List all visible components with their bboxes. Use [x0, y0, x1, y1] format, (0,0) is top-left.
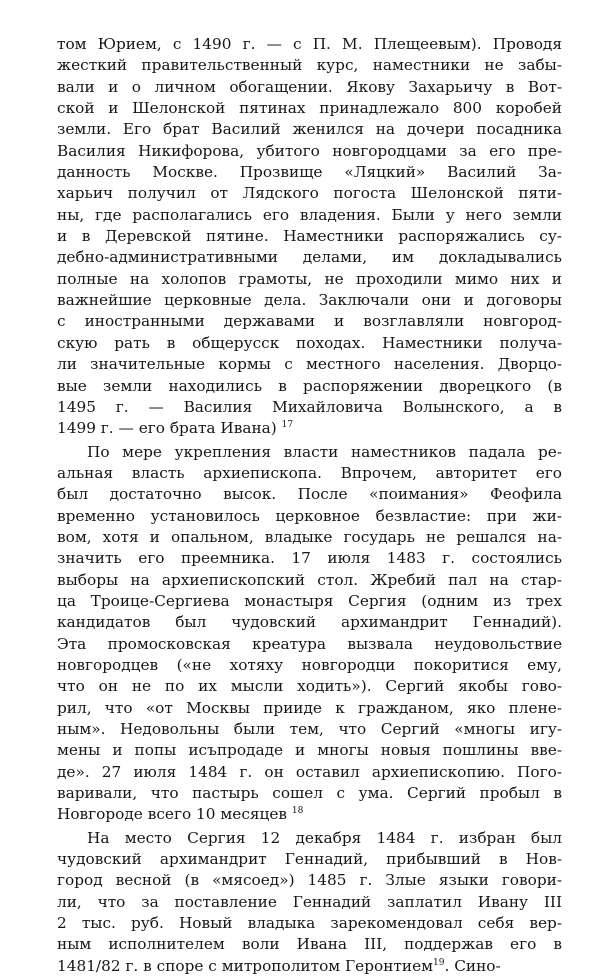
text-line: выборы на архиепископский стол. Жребий пал на стар-	[57, 570, 562, 589]
text-line: что он не по их мысли ходить»). Сергий якобы гово-	[57, 677, 562, 696]
text-line: город весной (в «мясоед») 1485 г. Злые языки говори-	[57, 871, 562, 890]
text-line: харьич получил от Лядского погоста Шелонской пяти-	[57, 184, 562, 203]
footnote-ref-18[interactable]: 18	[291, 806, 304, 817]
text-line: важнейшие церковные дела. Заключали они и договоры	[57, 291, 562, 310]
text-line: рил, что «от Москвы прииде к гражданом, яко плене-	[57, 698, 562, 717]
text-line: ным исполнителем воли Ивана III, поддержав его в	[57, 935, 562, 954]
text-line-content: 1499 г. — его брата Ивана)	[57, 419, 277, 438]
text-line: с иностранными державами и возглавляли новгород-	[57, 312, 562, 331]
text-line: ца Троице-Сергиева монастыря Сергия (одним из трех	[57, 591, 562, 610]
text-line: 1495 г. — Василия Михайловича Волынского, а в	[57, 397, 562, 416]
text-line: новгородцев («не хотяху новгородци покоритися ему,	[57, 655, 562, 674]
text-line: полные на холопов грамоты, не проходили мимо них и	[57, 269, 562, 288]
text-line: ли, что за поставление Геннадий заплатил Ивану III	[57, 892, 562, 911]
paragraph-arkhiepiskop	[57, 442, 562, 826]
text-line: На место Сергия 12 декабря 1484 г. избран был	[87, 828, 562, 847]
text-line: кандидатов был чудовский архимандрит Геннадий).	[57, 613, 562, 632]
text-line: и в Деревской пятине. Наместники распоряжались су-	[57, 227, 562, 246]
text-line: земли. Его брат Василий женился на дочери посадника	[57, 120, 562, 139]
text-line-tail: . Сино-	[444, 956, 501, 975]
text-line: вые земли находились в распоряжении дворецкого (в	[57, 376, 562, 395]
text-line: вом, хотя и опальном, владыке государь не решался на-	[57, 527, 562, 546]
text-line: чудовский архимандрит Геннадий, прибывший в Нов-	[57, 850, 562, 869]
text-line: жесткий правительственный курс, наместники не забы-	[57, 56, 562, 75]
text-line: значить его преемника. 17 июля 1483 г. состоялись	[57, 549, 562, 568]
paragraph-namestniki	[57, 34, 562, 440]
text-line-content: 1481/82 г. в споре с митрополитом Геронтием	[57, 956, 434, 975]
text-line: мены и попы исъпродаде и многы новыя пошлины вве-	[57, 741, 562, 760]
text-line: ской и Шелонской пятинах принадлежало 800 коробей	[57, 99, 562, 118]
text-line: По мере укрепления власти наместников падала ре-	[87, 442, 562, 461]
footnote-ref-17[interactable]: 17	[281, 420, 294, 431]
text-line: ны, где располагались его владения. Были у него земли	[57, 205, 562, 224]
text-line: Эта промосковская креатура вызвала неудовольствие	[57, 634, 562, 653]
text-line-content: Новгороде всего 10 месяцев	[57, 805, 288, 824]
text-line: де». 27 июля 1484 г. он оставил архиепископию. Пого-	[57, 762, 562, 781]
paragraph-gennadiy	[57, 828, 562, 977]
text-line	[57, 804, 562, 825]
text-line: том Юрием, с 1490 г. — с П. М. Плещеевым). Проводя	[57, 35, 562, 53]
text-line: варивали, что пастырь сошел с ума. Сергий пробыл в	[57, 784, 562, 803]
text-line: альная власть архиепископа. Впрочем, авторитет его	[57, 463, 562, 482]
text-line: временно установилось церковное безвластие: при жи-	[57, 506, 562, 525]
text-line: 2 тыс. руб. Новый владыка зарекомендовал себя вер-	[57, 914, 562, 933]
text-line	[57, 418, 562, 439]
text-line: дебно-административными делами, им докладывались	[57, 248, 562, 267]
footnote-ref-19[interactable]: 19	[433, 957, 445, 968]
text-line: данность Москве. Прозвище «Ляцкий» Василий За-	[57, 163, 562, 182]
text-line: был достаточно высок. После «поимания» Феофила	[57, 485, 562, 504]
text-line: скую рать в общерусск походах. Наместники получа-	[57, 333, 562, 352]
text-line: ным». Недовольны были тем, что Сергий «многы игу-	[57, 720, 562, 738]
book-page	[57, 34, 562, 977]
text-line: ли значительные кормы с местного населения. Дворцо-	[57, 355, 562, 374]
text-line: Василия Никифорова, убитого новгородцами за его пре-	[57, 141, 562, 160]
text-line: вали и о личном обогащении. Якову Захарьичу в Вот-	[57, 77, 562, 96]
